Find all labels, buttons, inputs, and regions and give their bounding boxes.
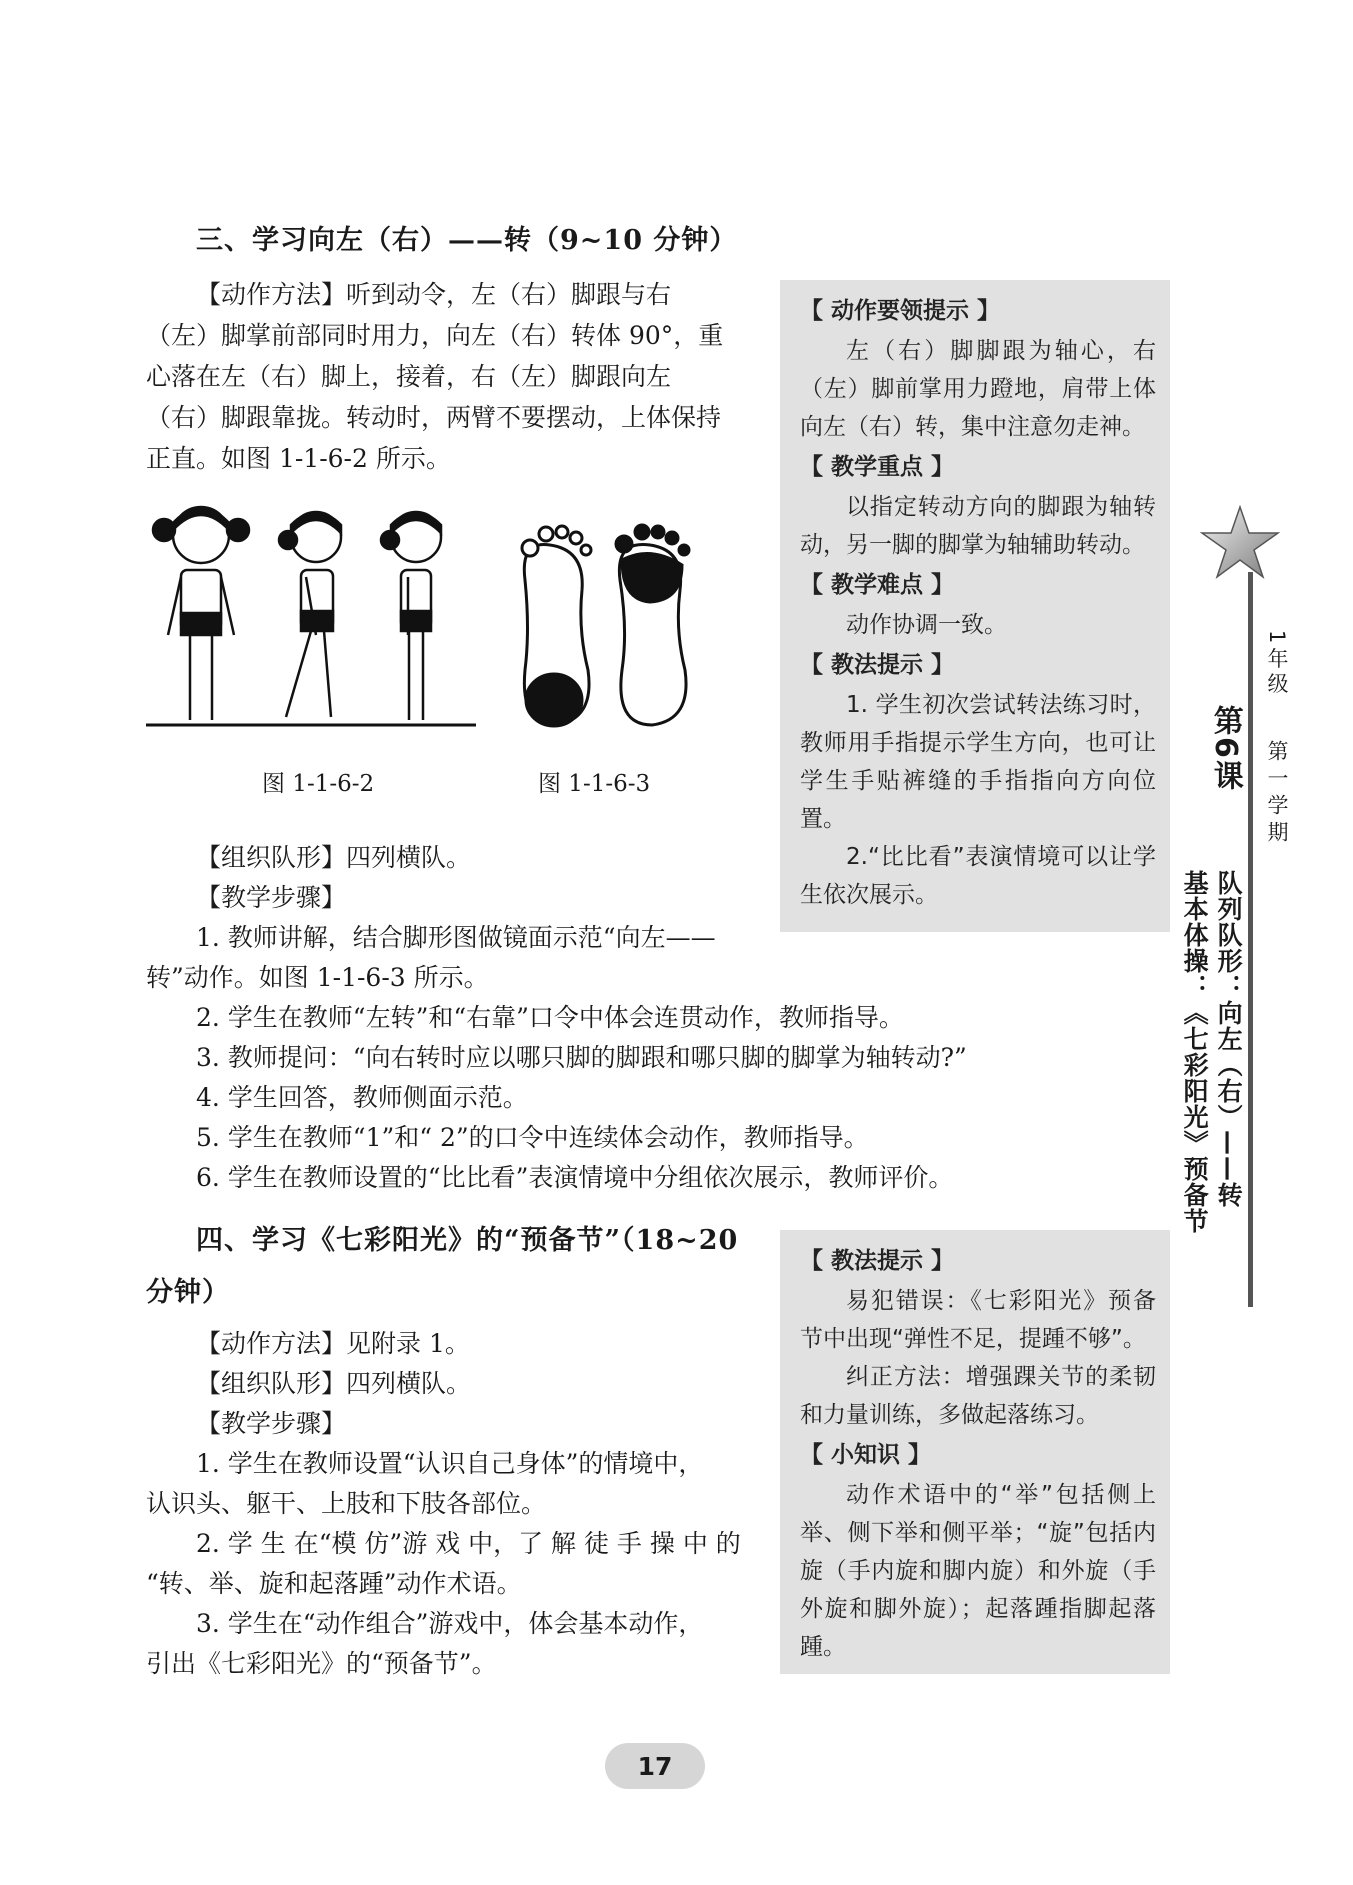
figure2-caption: 图 1-1-6-2: [262, 771, 375, 797]
section4-step3-cont: 引出《七彩阳光》的“预备节”。: [146, 1649, 497, 1678]
sidebar-text: 1. 学生初次尝试转法练习时，教师用手指提示学生方向，也可让学生手贴裤缝的手指指向方向位置。: [800, 692, 1156, 832]
figure3-caption: 图 1-1-6-3: [538, 771, 651, 797]
section3-formation: 【组织队形】四列横队。: [196, 843, 472, 872]
section3-method: [146, 274, 752, 479]
sidebar-text: 动作协调一致。: [846, 612, 1007, 638]
sidebar-text: 左（右）脚脚跟为轴心，右（左）脚前掌用力蹬地，肩带上体向左（右）转，集中注意勿走神。: [800, 338, 1156, 440]
sidebar-tips-section3: [780, 280, 1170, 932]
sidebar-heading: 【 教学重点 】: [800, 454, 955, 480]
method-line: 正直。如图 1-1-6-2 所示。: [146, 444, 451, 473]
figure-footprints: [510, 520, 710, 740]
topic-b-label: 基本体操：《七彩阳光》预备节: [1180, 870, 1210, 1234]
section3-step5: 5. 学生在教师“1”和“ 2”的口令中连续体会动作，教师指导。: [196, 1123, 869, 1152]
section4-step3: 3. 学生在“动作组合”游戏中，体会基本动作，: [196, 1609, 704, 1638]
side-tab-topic-b: [1178, 870, 1210, 1310]
method-line: 心落在左（右）脚上，接着，右（左）脚跟向左: [146, 362, 672, 391]
sidebar-text: 纠正方法：增强踝关节的柔韧和力量训练，多做起落练习。: [800, 1364, 1156, 1428]
sidebar-text: 易犯错误：《七彩阳光》预备节中出现“弹性不足，提踵不够”。: [800, 1288, 1156, 1352]
vertical-rule: [1248, 572, 1253, 1307]
sidebar-text: 以指定转动方向的脚跟为轴转动，另一脚的脚掌为轴辅助转动。: [800, 494, 1156, 558]
section4-method: 【动作方法】见附录 1。: [196, 1329, 470, 1358]
section3-step4: 4. 学生回答，教师侧面示范。: [196, 1083, 528, 1112]
section4-step2-cont: “转、举、旋和起落踵”动作术语。: [146, 1569, 522, 1598]
section4-title: 四、学习《七彩阳光》的“预备节”（18~20: [196, 1225, 739, 1256]
method-line: 【动作方法】听到动令，左（右）脚跟与右: [196, 280, 672, 309]
sidebar-tips-section4: [780, 1230, 1170, 1674]
section4-title-cont: 分钟）: [146, 1277, 230, 1308]
semester-label: 第一学期: [1265, 740, 1290, 848]
sidebar-heading: 【 教学难点 】: [800, 572, 955, 598]
section4-step1-cont: 认识头、躯干、上肢和下肢各部位。: [146, 1489, 547, 1518]
lesson-label: 第6课: [1207, 705, 1243, 792]
topic-a-label: 队列队形：向左（右）——转: [1214, 870, 1244, 1208]
sidebar-heading: 【 教法提示 】: [800, 1248, 955, 1274]
section3-step2: 2. 学生在教师“左转”和“右靠”口令中体会连贯动作，教师指导。: [196, 1003, 904, 1032]
sidebar-text: 动作术语中的“举”包括侧上举、侧下举和侧平举；“旋”包括内旋（手内旋和脚内旋）和外旋（手外旋和脚外旋）；起落踵指脚起落踵。: [800, 1482, 1156, 1660]
side-tab-topic-a: [1212, 870, 1244, 1310]
section4-step1: 1. 学生在教师设置“认识自己身体”的情境中，: [196, 1449, 704, 1478]
sidebar-heading: 【 教法提示 】: [800, 652, 955, 678]
grade-label: 1年级: [1265, 630, 1290, 698]
section4-step2: 2. 学 生 在“模 仿”游 戏 中，了 解 徒 手 操 中 的: [196, 1529, 741, 1558]
section3-title: 三、学习向左（右）——转（9~10 分钟）: [196, 225, 738, 256]
figure-children-turning: [146, 495, 486, 745]
section3-step6: 6. 学生在教师设置的“比比看”表演情境中分组依次展示，教师评价。: [196, 1163, 954, 1192]
section3-steps-label: 【教学步骤】: [196, 883, 347, 912]
method-line: （右）脚跟靠拢。转动时，两臂不要摆动，上体保持: [146, 403, 722, 432]
page-number: 17: [605, 1743, 705, 1789]
sidebar-heading: 【 小知识 】: [800, 1442, 932, 1468]
section3-step1: 1. 教师讲解，结合脚形图做镜面示范“向左——: [196, 923, 716, 952]
side-tab-grade: [1262, 630, 1292, 697]
section4-formation: 【组织队形】四列横队。: [196, 1369, 472, 1398]
method-line: （左）脚掌前部同时用力，向左（右）转体 90°，重: [146, 321, 724, 350]
star-icon: [1200, 505, 1280, 580]
side-tab-semester: [1262, 740, 1292, 848]
side-tab-lesson: [1207, 705, 1243, 792]
section3-step1-cont: 转”动作。如图 1-1-6-3 所示。: [146, 963, 489, 992]
section4-steps-label: 【教学步骤】: [196, 1409, 347, 1438]
section3-step3: 3. 教师提问：“向右转时应以哪只脚的脚跟和哪只脚的脚掌为轴转动?”: [196, 1043, 967, 1072]
sidebar-heading: 【 动作要领提示 】: [800, 298, 1001, 324]
sidebar-text: 2.“比比看”表演情境可以让学生依次展示。: [800, 844, 1156, 908]
